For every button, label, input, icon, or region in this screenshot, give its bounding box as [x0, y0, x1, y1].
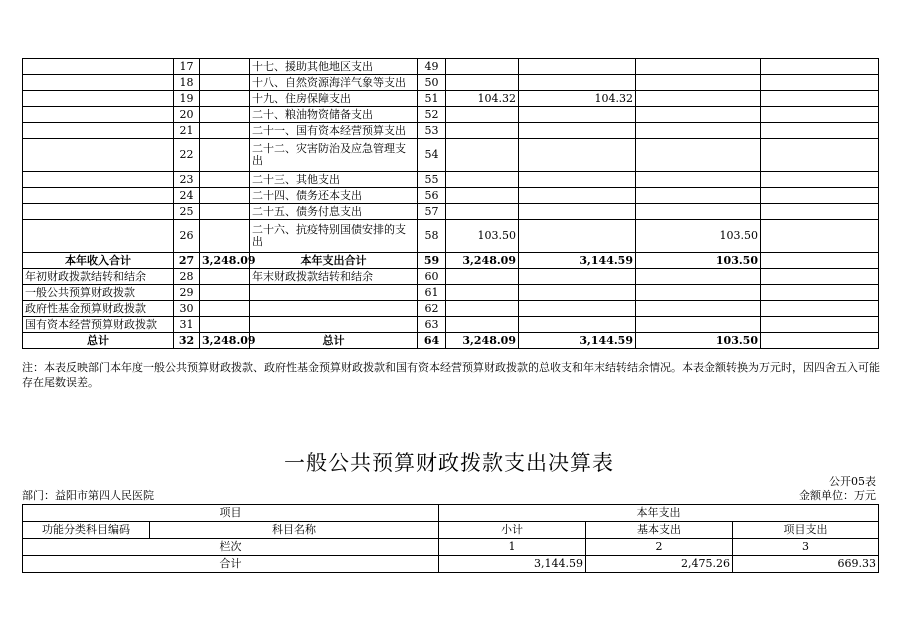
row-amount	[200, 220, 250, 253]
row-name	[23, 107, 174, 123]
row-extra	[761, 91, 879, 107]
row-item	[250, 317, 418, 333]
row-number: 23	[174, 172, 200, 188]
row-project: 103.50	[636, 220, 761, 253]
row-amount	[200, 269, 250, 285]
row-line-number: 57	[418, 204, 446, 220]
row-number: 20	[174, 107, 200, 123]
table-code: 公开05表	[829, 475, 876, 488]
row-item	[250, 301, 418, 317]
row-line-number: 58	[418, 220, 446, 253]
row-item: 年末财政拨款结转和结余	[250, 269, 418, 285]
row-amount	[200, 301, 250, 317]
row-extra	[761, 172, 879, 188]
row-line-number: 49	[418, 59, 446, 75]
table-row	[23, 139, 879, 172]
row-extra	[761, 285, 879, 301]
row-basic	[519, 220, 636, 253]
row-project	[636, 123, 761, 139]
row-total	[446, 75, 519, 91]
row-line-number: 54	[418, 139, 446, 172]
row-name: 年初财政拨款结转和结余	[23, 269, 174, 285]
row-extra	[761, 301, 879, 317]
row-extra	[761, 75, 879, 91]
row-name	[23, 59, 174, 75]
row-number: 18	[174, 75, 200, 91]
row-name: 本年收入合计	[23, 253, 174, 269]
row-total	[446, 59, 519, 75]
row-extra	[761, 269, 879, 285]
row-amount	[200, 107, 250, 123]
row-item: 本年支出合计	[250, 253, 418, 269]
row-project: 103.50	[636, 333, 761, 349]
table-row	[23, 59, 879, 75]
row-extra	[761, 59, 879, 75]
row-total	[446, 172, 519, 188]
header-basic: 基本支出	[586, 522, 733, 539]
row-line-number: 50	[418, 75, 446, 91]
row-name	[23, 188, 174, 204]
table-row	[23, 75, 879, 91]
header-subtotal: 小计	[439, 522, 586, 539]
column-index-2: 2	[586, 539, 733, 556]
row-line-number: 61	[418, 285, 446, 301]
row-total: 103.50	[446, 220, 519, 253]
row-item: 十七、援助其他地区支出	[250, 59, 418, 75]
income-expenditure-table	[22, 58, 879, 349]
row-project	[636, 269, 761, 285]
table-row	[23, 539, 879, 556]
row-project	[636, 172, 761, 188]
table-row	[23, 91, 879, 107]
row-extra	[761, 317, 879, 333]
row-line-number: 62	[418, 301, 446, 317]
row-total	[446, 269, 519, 285]
row-amount	[200, 123, 250, 139]
row-extra	[761, 253, 879, 269]
row-amount	[200, 139, 250, 172]
column-index-1: 1	[439, 539, 586, 556]
row-line-number: 52	[418, 107, 446, 123]
row-amount	[200, 59, 250, 75]
row-line-number: 60	[418, 269, 446, 285]
row-project	[636, 75, 761, 91]
header-subject-name: 科目名称	[150, 522, 439, 539]
row-number: 32	[174, 333, 200, 349]
row-number: 25	[174, 204, 200, 220]
table-row	[23, 285, 879, 301]
row-total	[446, 139, 519, 172]
row-extra	[761, 139, 879, 172]
row-total	[446, 188, 519, 204]
table-row	[23, 253, 879, 269]
column-index-label: 栏次	[23, 539, 439, 556]
row-amount	[200, 91, 250, 107]
row-line-number: 59	[418, 253, 446, 269]
row-basic: 104.32	[519, 91, 636, 107]
row-basic	[519, 285, 636, 301]
row-name	[23, 91, 174, 107]
row-item: 十九、住房保障支出	[250, 91, 418, 107]
row-basic	[519, 301, 636, 317]
header-year-expenditure: 本年支出	[439, 505, 879, 522]
row-total	[446, 285, 519, 301]
row-basic	[519, 188, 636, 204]
row-number: 21	[174, 123, 200, 139]
row-project	[636, 107, 761, 123]
row-item: 十八、自然资源海洋气象等支出	[250, 75, 418, 91]
row-basic	[519, 204, 636, 220]
row-basic: 3,144.59	[519, 253, 636, 269]
table-row	[23, 123, 879, 139]
row-item: 二十三、其他支出	[250, 172, 418, 188]
row-total	[446, 301, 519, 317]
row-amount	[200, 188, 250, 204]
header-project: 项目支出	[733, 522, 879, 539]
row-basic	[519, 317, 636, 333]
row-name: 政府性基金预算财政拨款	[23, 301, 174, 317]
department-label: 部门：益阳市第四人民医院	[22, 489, 154, 502]
row-amount	[200, 317, 250, 333]
row-extra	[761, 220, 879, 253]
row-extra	[761, 333, 879, 349]
row-line-number: 55	[418, 172, 446, 188]
row-name	[23, 220, 174, 253]
row-number: 29	[174, 285, 200, 301]
total-label: 合计	[23, 556, 439, 573]
row-amount	[200, 285, 250, 301]
row-number: 22	[174, 139, 200, 172]
row-number: 28	[174, 269, 200, 285]
row-number: 31	[174, 317, 200, 333]
row-total: 3,248.09	[446, 253, 519, 269]
row-extra	[761, 204, 879, 220]
row-name: 总计	[23, 333, 174, 349]
table-row	[23, 188, 879, 204]
unit-label: 金额单位：万元	[799, 489, 876, 502]
table-row	[23, 220, 879, 253]
row-basic	[519, 59, 636, 75]
row-item: 二十五、债务付息支出	[250, 204, 418, 220]
row-project	[636, 285, 761, 301]
row-total: 3,248.09	[446, 333, 519, 349]
table-row	[23, 333, 879, 349]
table-row	[23, 172, 879, 188]
row-basic	[519, 123, 636, 139]
table-row	[23, 522, 879, 539]
row-item: 二十、粮油物资储备支出	[250, 107, 418, 123]
column-index-3: 3	[733, 539, 879, 556]
row-number: 27	[174, 253, 200, 269]
row-number: 26	[174, 220, 200, 253]
total-subtotal: 3,144.59	[439, 556, 586, 573]
row-line-number: 63	[418, 317, 446, 333]
row-total	[446, 123, 519, 139]
table-row	[23, 269, 879, 285]
total-basic: 2,475.26	[586, 556, 733, 573]
row-line-number: 64	[418, 333, 446, 349]
row-basic: 3,144.59	[519, 333, 636, 349]
row-item	[250, 285, 418, 301]
row-project	[636, 59, 761, 75]
row-name	[23, 139, 174, 172]
table-row	[23, 204, 879, 220]
row-name	[23, 75, 174, 91]
row-number: 17	[174, 59, 200, 75]
row-amount	[200, 172, 250, 188]
row-name	[23, 204, 174, 220]
row-item: 二十四、债务还本支出	[250, 188, 418, 204]
table-row	[23, 107, 879, 123]
row-amount: 3,248.09	[200, 333, 250, 349]
row-basic	[519, 269, 636, 285]
row-project: 103.50	[636, 253, 761, 269]
row-item: 二十一、国有资本经营预算支出	[250, 123, 418, 139]
row-extra	[761, 107, 879, 123]
header-function-code: 功能分类科目编码	[23, 522, 150, 539]
row-name	[23, 123, 174, 139]
row-project	[636, 188, 761, 204]
row-name: 一般公共预算财政拨款	[23, 285, 174, 301]
row-line-number: 53	[418, 123, 446, 139]
row-extra	[761, 188, 879, 204]
row-project	[636, 301, 761, 317]
row-line-number: 51	[418, 91, 446, 107]
row-total	[446, 107, 519, 123]
row-project	[636, 91, 761, 107]
row-item: 二十六、抗疫特别国债安排的支出	[250, 220, 418, 253]
row-number: 19	[174, 91, 200, 107]
row-basic	[519, 139, 636, 172]
table-row	[23, 317, 879, 333]
row-number: 24	[174, 188, 200, 204]
table-note: 注：本表反映部门本年度一般公共预算财政拨款、政府性基金预算财政拨款和国有资本经营预算财政拨款的总收支和年末结转结余情况。本表金额转换为万元时，因四舍五入可能存在尾数误差。	[22, 361, 880, 389]
row-basic	[519, 172, 636, 188]
total-project: 669.33	[733, 556, 879, 573]
row-total	[446, 317, 519, 333]
row-extra	[761, 123, 879, 139]
row-total	[446, 204, 519, 220]
row-project	[636, 204, 761, 220]
row-basic	[519, 107, 636, 123]
row-name: 国有资本经营预算财政拨款	[23, 317, 174, 333]
row-basic	[519, 75, 636, 91]
row-number: 30	[174, 301, 200, 317]
row-item: 二十二、灾害防治及应急管理支出	[250, 139, 418, 172]
row-project	[636, 317, 761, 333]
table-row	[23, 505, 879, 522]
row-total: 104.32	[446, 91, 519, 107]
row-amount	[200, 204, 250, 220]
table-row	[23, 556, 879, 573]
row-line-number: 56	[418, 188, 446, 204]
table-row	[23, 301, 879, 317]
page-title: 一般公共预算财政拨款支出决算表	[284, 451, 614, 475]
row-project	[636, 139, 761, 172]
row-amount: 3,248.09	[200, 253, 250, 269]
row-item: 总计	[250, 333, 418, 349]
row-amount	[200, 75, 250, 91]
expenditure-table	[22, 504, 879, 573]
income-expenditure-body	[23, 59, 879, 349]
header-item: 项目	[23, 505, 439, 522]
row-name	[23, 172, 174, 188]
